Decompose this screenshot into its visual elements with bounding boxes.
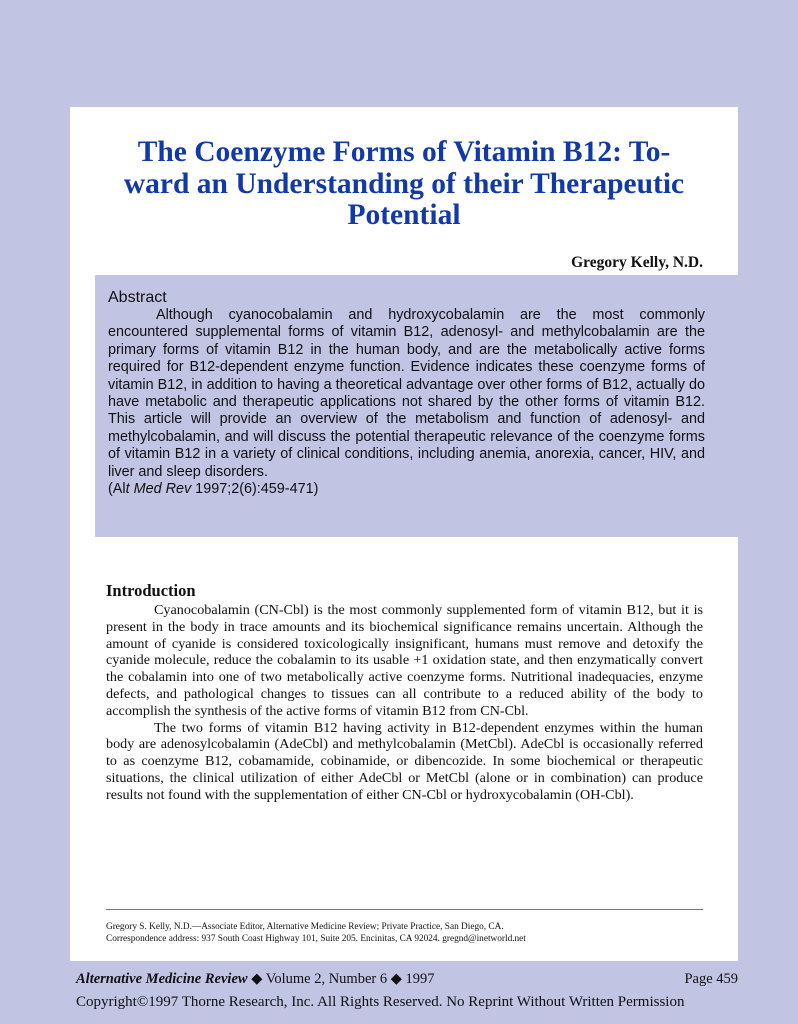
abstract-heading: Abstract	[108, 289, 167, 306]
footnote-affiliation: Gregory S. Kelly, N.D.—Associate Editor, Alternative Medicine Review; Private Practice, San Diego, CA.	[106, 922, 504, 932]
copyright-notice: Copyright©1997 Thorne Research, Inc. All Rights Reserved. No Reprint Without Written Permission	[76, 994, 685, 1010]
journal-footer	[76, 971, 435, 988]
introduction-heading: Introduction	[106, 581, 196, 600]
author-footnote	[106, 921, 726, 945]
citation-suffix: 1997;2(6):459-471)	[191, 481, 319, 498]
introduction-section	[106, 582, 703, 804]
abstract-body: Although cyanocobalamin and hydroxycobalamin are the most commonly encountered supplemental forms of vitamin B12, adenosyl- and methylcobalamin are the primary forms of vitamin B12 in the human body, and are the metabolically active forms required for B12-dependent enzyme function. Evidence indicates these coenzyme forms of vitamin B12, in addition to having a theoretical advantage over other forms of B12, actually do have metabolic and therapeutic applications not shared by the other forms of vitamin B12. This article will provide an overview of the metabolism and function of adenosyl- and methylcobalamin, and will discuss the potential therapeutic relevance of the coenzyme forms of vitamin B12 in a variety of clinical conditions, including anemia, anorexia, cancer, HIV, and liver and sleep disorders.	[108, 307, 705, 480]
introduction-paragraph: The two forms of vitamin B12 having activity in B12-dependent enzymes within the human body are adenosylcobalamin (AdeCbl) and methylcobalamin (MetCbl). AdeCbl is occasionally referred to as coenzyme B12, cobamamide, cobinamide, or dibencozide. In some biochemical or therapeutic situations, the clinical utilization of either AdeCbl or MetCbl (alone or in combination) can produce results not found with the supplementation of either CN-Cbl or hydroxycobalamin (OH-Cbl).	[106, 719, 703, 803]
title-line: ward an Understanding of their Therapeutic	[123, 167, 685, 200]
title-line: The Coenzyme Forms of Vitamin B12: To-	[137, 136, 671, 168]
diamond-separator-icon: ◆	[390, 971, 402, 987]
citation-prefix: (Al	[108, 481, 126, 498]
diamond-separator-icon: ◆	[251, 971, 263, 987]
page-number: Page 459	[684, 971, 738, 987]
author-name: Gregory Kelly, N.D.	[571, 254, 703, 271]
title-line: Potential	[347, 199, 461, 231]
citation-journal: t Med Rev	[125, 481, 192, 498]
abstract-citation	[108, 481, 705, 498]
journal-name: Alternative Medicine Review	[76, 971, 248, 987]
article-title	[70, 137, 738, 232]
article-page	[70, 107, 738, 961]
journal-volume: Volume 2, Number 6	[265, 971, 388, 987]
footnote-correspondence: Correspondence address: 937 South Coast Highway 101, Suite 205. Encinitas, CA 92024. gregnd@inetworld.net	[106, 934, 526, 944]
footnote-divider	[106, 909, 703, 910]
journal-year: 1997	[405, 971, 435, 987]
abstract-box	[95, 275, 738, 537]
introduction-paragraph: Cyanocobalamin (CN-Cbl) is the most commonly supplemented form of vitamin B12, but it is present in the body in trace amounts and its biochemical significance remains uncertain. Although the amount of cyanide is considered toxicologically insignificant, humans must remove and detoxify the cyanide molecule, reduce the cobalamin to its usable +1 oxidation state, and then enzymatically convert the cobalamin into one of two metabolically active coenzyme forms. Nutritional inadequacies, enzyme defects, and pathological changes to tissues can all contribute to a reduced ability of the body to accomplish the synthesis of the active forms of vitamin B12 from CN-Cbl.	[106, 602, 703, 719]
